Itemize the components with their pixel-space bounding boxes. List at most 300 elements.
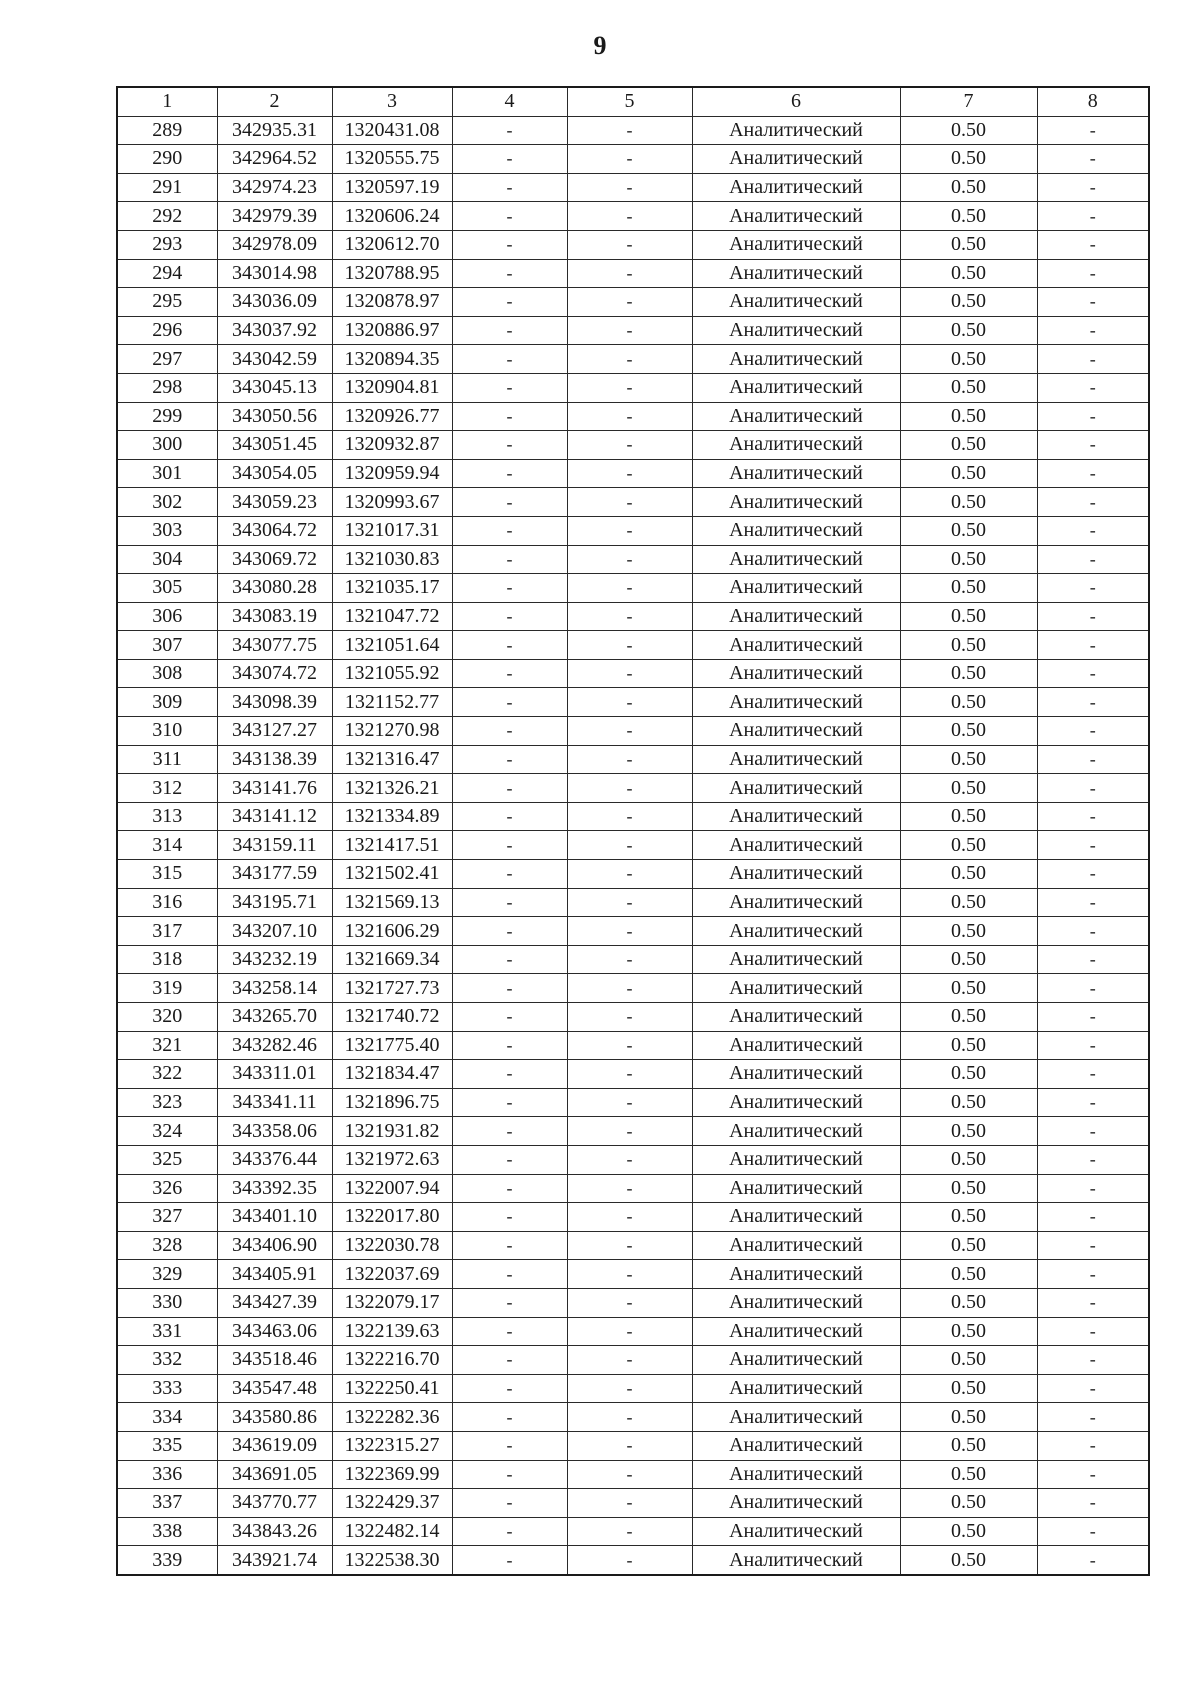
table-row <box>117 831 1149 860</box>
cell-coord-x: 343141.12 <box>217 802 332 831</box>
cell-col-8: - <box>1037 774 1149 803</box>
cell-coord-y: 1322079.17 <box>332 1288 452 1317</box>
cell-point-number: 301 <box>117 459 217 488</box>
cell-col-4: - <box>452 831 567 860</box>
cell-coord-y: 1321270.98 <box>332 717 452 746</box>
cell-col-5: - <box>567 288 692 317</box>
cell-col-5: - <box>567 402 692 431</box>
cell-coord-y: 1322282.36 <box>332 1403 452 1432</box>
table-row <box>117 659 1149 688</box>
table-row <box>117 688 1149 717</box>
cell-coord-y: 1320904.81 <box>332 373 452 402</box>
table-row <box>117 516 1149 545</box>
cell-col-5: - <box>567 1088 692 1117</box>
table-row <box>117 1403 1149 1432</box>
cell-accuracy: 0.50 <box>900 1088 1037 1117</box>
cell-method: Аналитический <box>692 1003 900 1032</box>
cell-accuracy: 0.50 <box>900 888 1037 917</box>
cell-method: Аналитический <box>692 802 900 831</box>
cell-coord-y: 1322429.37 <box>332 1489 452 1518</box>
table-row <box>117 774 1149 803</box>
table-row <box>117 1088 1149 1117</box>
cell-coord-y: 1320959.94 <box>332 459 452 488</box>
cell-coord-y: 1320926.77 <box>332 402 452 431</box>
cell-coord-x: 343547.48 <box>217 1374 332 1403</box>
cell-coord-x: 343427.39 <box>217 1288 332 1317</box>
cell-coord-x: 343463.06 <box>217 1317 332 1346</box>
table-row <box>117 974 1149 1003</box>
cell-accuracy: 0.50 <box>900 1117 1037 1146</box>
cell-accuracy: 0.50 <box>900 288 1037 317</box>
column-header-7: 7 <box>900 87 1037 116</box>
cell-point-number: 293 <box>117 230 217 259</box>
cell-coord-x: 342964.52 <box>217 145 332 174</box>
table-row <box>117 288 1149 317</box>
cell-accuracy: 0.50 <box>900 373 1037 402</box>
table-header-row <box>117 87 1149 116</box>
cell-accuracy: 0.50 <box>900 659 1037 688</box>
cell-coord-x: 343770.77 <box>217 1489 332 1518</box>
cell-method: Аналитический <box>692 888 900 917</box>
cell-method: Аналитический <box>692 145 900 174</box>
table-row <box>117 1060 1149 1089</box>
cell-col-4: - <box>452 1346 567 1375</box>
cell-col-8: - <box>1037 745 1149 774</box>
cell-accuracy: 0.50 <box>900 1060 1037 1089</box>
cell-accuracy: 0.50 <box>900 831 1037 860</box>
cell-method: Аналитический <box>692 1088 900 1117</box>
cell-col-4: - <box>452 688 567 717</box>
cell-col-4: - <box>452 802 567 831</box>
cell-col-4: - <box>452 888 567 917</box>
cell-accuracy: 0.50 <box>900 545 1037 574</box>
cell-coord-y: 1320606.24 <box>332 202 452 231</box>
cell-accuracy: 0.50 <box>900 516 1037 545</box>
cell-point-number: 333 <box>117 1374 217 1403</box>
cell-point-number: 316 <box>117 888 217 917</box>
cell-col-8: - <box>1037 488 1149 517</box>
cell-col-4: - <box>452 288 567 317</box>
cell-coord-x: 343405.91 <box>217 1260 332 1289</box>
cell-col-5: - <box>567 545 692 574</box>
cell-col-8: - <box>1037 917 1149 946</box>
table-row <box>117 545 1149 574</box>
cell-point-number: 307 <box>117 631 217 660</box>
cell-coord-x: 342935.31 <box>217 116 332 145</box>
cell-coord-y: 1321035.17 <box>332 574 452 603</box>
cell-col-5: - <box>567 1403 692 1432</box>
cell-coord-y: 1320993.67 <box>332 488 452 517</box>
table-row <box>117 1031 1149 1060</box>
cell-accuracy: 0.50 <box>900 802 1037 831</box>
cell-col-4: - <box>452 1145 567 1174</box>
cell-accuracy: 0.50 <box>900 431 1037 460</box>
table-row <box>117 259 1149 288</box>
cell-col-8: - <box>1037 202 1149 231</box>
cell-coord-y: 1321030.83 <box>332 545 452 574</box>
column-header-8: 8 <box>1037 87 1149 116</box>
cell-coord-y: 1320886.97 <box>332 316 452 345</box>
cell-coord-y: 1321055.92 <box>332 659 452 688</box>
cell-coord-x: 343077.75 <box>217 631 332 660</box>
cell-accuracy: 0.50 <box>900 1288 1037 1317</box>
cell-method: Аналитический <box>692 631 900 660</box>
cell-point-number: 305 <box>117 574 217 603</box>
cell-point-number: 322 <box>117 1060 217 1089</box>
cell-method: Аналитический <box>692 488 900 517</box>
cell-point-number: 295 <box>117 288 217 317</box>
cell-accuracy: 0.50 <box>900 774 1037 803</box>
table-row <box>117 1174 1149 1203</box>
cell-col-5: - <box>567 602 692 631</box>
cell-point-number: 290 <box>117 145 217 174</box>
cell-accuracy: 0.50 <box>900 459 1037 488</box>
table-row <box>117 202 1149 231</box>
cell-method: Аналитический <box>692 1546 900 1575</box>
cell-col-8: - <box>1037 602 1149 631</box>
cell-coord-y: 1321047.72 <box>332 602 452 631</box>
cell-point-number: 289 <box>117 116 217 145</box>
cell-coord-y: 1322482.14 <box>332 1517 452 1546</box>
cell-coord-x: 343064.72 <box>217 516 332 545</box>
cell-accuracy: 0.50 <box>900 631 1037 660</box>
cell-col-8: - <box>1037 545 1149 574</box>
cell-col-4: - <box>452 1203 567 1232</box>
cell-coord-x: 343406.90 <box>217 1231 332 1260</box>
cell-col-8: - <box>1037 688 1149 717</box>
cell-point-number: 317 <box>117 917 217 946</box>
cell-col-4: - <box>452 774 567 803</box>
cell-point-number: 299 <box>117 402 217 431</box>
cell-method: Аналитический <box>692 373 900 402</box>
table-row <box>117 230 1149 259</box>
page-number: 9 <box>593 31 607 60</box>
cell-col-8: - <box>1037 373 1149 402</box>
cell-method: Аналитический <box>692 1231 900 1260</box>
cell-col-4: - <box>452 1317 567 1346</box>
cell-col-8: - <box>1037 230 1149 259</box>
cell-col-5: - <box>567 230 692 259</box>
cell-col-5: - <box>567 1031 692 1060</box>
cell-point-number: 339 <box>117 1546 217 1575</box>
table-body <box>117 116 1149 1575</box>
cell-method: Аналитический <box>692 1460 900 1489</box>
cell-point-number: 310 <box>117 717 217 746</box>
table-row <box>117 860 1149 889</box>
cell-coord-x: 343138.39 <box>217 745 332 774</box>
cell-accuracy: 0.50 <box>900 259 1037 288</box>
cell-col-8: - <box>1037 974 1149 1003</box>
cell-col-8: - <box>1037 1088 1149 1117</box>
cell-col-5: - <box>567 802 692 831</box>
cell-coord-x: 342974.23 <box>217 173 332 202</box>
cell-point-number: 329 <box>117 1260 217 1289</box>
cell-method: Аналитический <box>692 1060 900 1089</box>
cell-col-4: - <box>452 602 567 631</box>
cell-col-5: - <box>567 345 692 374</box>
cell-point-number: 335 <box>117 1431 217 1460</box>
column-header-4: 4 <box>452 87 567 116</box>
table-row <box>117 1003 1149 1032</box>
cell-col-8: - <box>1037 116 1149 145</box>
table-row <box>117 1260 1149 1289</box>
cell-point-number: 331 <box>117 1317 217 1346</box>
cell-point-number: 314 <box>117 831 217 860</box>
cell-col-8: - <box>1037 1374 1149 1403</box>
cell-col-4: - <box>452 745 567 774</box>
cell-coord-y: 1321931.82 <box>332 1117 452 1146</box>
cell-coord-y: 1322037.69 <box>332 1260 452 1289</box>
cell-accuracy: 0.50 <box>900 145 1037 174</box>
table-row <box>117 1145 1149 1174</box>
cell-coord-x: 343083.19 <box>217 602 332 631</box>
cell-coord-y: 1321502.41 <box>332 860 452 889</box>
cell-method: Аналитический <box>692 1203 900 1232</box>
cell-accuracy: 0.50 <box>900 1317 1037 1346</box>
cell-col-8: - <box>1037 717 1149 746</box>
cell-coord-y: 1321569.13 <box>332 888 452 917</box>
cell-col-5: - <box>567 917 692 946</box>
cell-method: Аналитический <box>692 545 900 574</box>
cell-col-5: - <box>567 1460 692 1489</box>
table-row <box>117 1231 1149 1260</box>
cell-point-number: 325 <box>117 1145 217 1174</box>
cell-col-4: - <box>452 1088 567 1117</box>
cell-coord-x: 343177.59 <box>217 860 332 889</box>
cell-method: Аналитический <box>692 659 900 688</box>
cell-method: Аналитический <box>692 917 900 946</box>
cell-col-5: - <box>567 116 692 145</box>
cell-method: Аналитический <box>692 602 900 631</box>
column-header-5: 5 <box>567 87 692 116</box>
cell-accuracy: 0.50 <box>900 1260 1037 1289</box>
cell-col-5: - <box>567 173 692 202</box>
cell-coord-x: 343518.46 <box>217 1346 332 1375</box>
cell-coord-x: 343098.39 <box>217 688 332 717</box>
cell-col-5: - <box>567 888 692 917</box>
cell-col-4: - <box>452 717 567 746</box>
cell-col-8: - <box>1037 831 1149 860</box>
coordinates-table <box>116 86 1150 1576</box>
cell-col-5: - <box>567 1203 692 1232</box>
cell-coord-x: 343069.72 <box>217 545 332 574</box>
cell-coord-x: 343059.23 <box>217 488 332 517</box>
cell-method: Аналитический <box>692 1489 900 1518</box>
cell-method: Аналитический <box>692 1403 900 1432</box>
cell-accuracy: 0.50 <box>900 1031 1037 1060</box>
cell-coord-y: 1322017.80 <box>332 1203 452 1232</box>
cell-col-5: - <box>567 1260 692 1289</box>
cell-point-number: 292 <box>117 202 217 231</box>
cell-col-8: - <box>1037 1489 1149 1518</box>
cell-coord-y: 1320431.08 <box>332 116 452 145</box>
cell-col-5: - <box>567 688 692 717</box>
cell-point-number: 319 <box>117 974 217 1003</box>
cell-method: Аналитический <box>692 688 900 717</box>
cell-coord-x: 343037.92 <box>217 316 332 345</box>
cell-coord-y: 1322030.78 <box>332 1231 452 1260</box>
cell-col-5: - <box>567 202 692 231</box>
cell-col-5: - <box>567 316 692 345</box>
cell-point-number: 291 <box>117 173 217 202</box>
cell-col-5: - <box>567 745 692 774</box>
table-row <box>117 1317 1149 1346</box>
cell-point-number: 294 <box>117 259 217 288</box>
cell-col-4: - <box>452 545 567 574</box>
cell-coord-x: 343159.11 <box>217 831 332 860</box>
cell-coord-x: 343232.19 <box>217 945 332 974</box>
cell-method: Аналитический <box>692 402 900 431</box>
cell-point-number: 312 <box>117 774 217 803</box>
cell-coord-y: 1321727.73 <box>332 974 452 1003</box>
cell-col-5: - <box>567 1317 692 1346</box>
cell-col-5: - <box>567 1003 692 1032</box>
cell-col-8: - <box>1037 516 1149 545</box>
cell-accuracy: 0.50 <box>900 1174 1037 1203</box>
cell-col-4: - <box>452 917 567 946</box>
table-row <box>117 316 1149 345</box>
cell-coord-y: 1321834.47 <box>332 1060 452 1089</box>
cell-col-8: - <box>1037 1460 1149 1489</box>
cell-coord-x: 343141.76 <box>217 774 332 803</box>
cell-method: Аналитический <box>692 288 900 317</box>
cell-coord-y: 1322315.27 <box>332 1431 452 1460</box>
cell-coord-x: 343358.06 <box>217 1117 332 1146</box>
cell-col-4: - <box>452 631 567 660</box>
cell-col-5: - <box>567 1517 692 1546</box>
cell-accuracy: 0.50 <box>900 1374 1037 1403</box>
cell-accuracy: 0.50 <box>900 316 1037 345</box>
cell-col-8: - <box>1037 259 1149 288</box>
cell-method: Аналитический <box>692 1031 900 1060</box>
cell-coord-x: 343691.05 <box>217 1460 332 1489</box>
cell-method: Аналитический <box>692 745 900 774</box>
table-row <box>117 488 1149 517</box>
cell-col-8: - <box>1037 1031 1149 1060</box>
cell-col-4: - <box>452 431 567 460</box>
cell-col-4: - <box>452 145 567 174</box>
cell-coord-y: 1321669.34 <box>332 945 452 974</box>
cell-col-5: - <box>567 659 692 688</box>
cell-coord-x: 343207.10 <box>217 917 332 946</box>
cell-coord-y: 1320555.75 <box>332 145 452 174</box>
cell-col-5: - <box>567 974 692 1003</box>
cell-point-number: 318 <box>117 945 217 974</box>
table-row <box>117 745 1149 774</box>
cell-col-5: - <box>567 831 692 860</box>
cell-method: Аналитический <box>692 574 900 603</box>
cell-col-8: - <box>1037 1060 1149 1089</box>
cell-accuracy: 0.50 <box>900 116 1037 145</box>
cell-col-4: - <box>452 1431 567 1460</box>
table-row <box>117 717 1149 746</box>
cell-col-4: - <box>452 516 567 545</box>
cell-col-4: - <box>452 459 567 488</box>
table-row <box>117 1288 1149 1317</box>
cell-col-4: - <box>452 1288 567 1317</box>
table-row <box>117 1117 1149 1146</box>
cell-col-4: - <box>452 1517 567 1546</box>
cell-coord-x: 343258.14 <box>217 974 332 1003</box>
cell-col-8: - <box>1037 860 1149 889</box>
cell-point-number: 311 <box>117 745 217 774</box>
cell-point-number: 327 <box>117 1203 217 1232</box>
cell-col-5: - <box>567 431 692 460</box>
cell-point-number: 324 <box>117 1117 217 1146</box>
cell-method: Аналитический <box>692 516 900 545</box>
cell-coord-y: 1321316.47 <box>332 745 452 774</box>
cell-col-5: - <box>567 1117 692 1146</box>
cell-coord-y: 1321017.31 <box>332 516 452 545</box>
cell-point-number: 320 <box>117 1003 217 1032</box>
cell-col-4: - <box>452 1060 567 1089</box>
column-header-6: 6 <box>692 87 900 116</box>
cell-method: Аналитический <box>692 717 900 746</box>
cell-accuracy: 0.50 <box>900 1346 1037 1375</box>
cell-accuracy: 0.50 <box>900 1003 1037 1032</box>
cell-accuracy: 0.50 <box>900 402 1037 431</box>
cell-coord-y: 1321775.40 <box>332 1031 452 1060</box>
cell-col-5: - <box>567 1288 692 1317</box>
cell-col-5: - <box>567 1231 692 1260</box>
cell-coord-y: 1322250.41 <box>332 1374 452 1403</box>
cell-method: Аналитический <box>692 1260 900 1289</box>
cell-col-4: - <box>452 574 567 603</box>
table-row <box>117 945 1149 974</box>
cell-col-4: - <box>452 1374 567 1403</box>
cell-col-8: - <box>1037 145 1149 174</box>
cell-col-8: - <box>1037 288 1149 317</box>
cell-point-number: 302 <box>117 488 217 517</box>
table-row <box>117 1460 1149 1489</box>
cell-col-5: - <box>567 145 692 174</box>
cell-accuracy: 0.50 <box>900 1431 1037 1460</box>
cell-col-4: - <box>452 1489 567 1518</box>
cell-col-8: - <box>1037 459 1149 488</box>
cell-col-5: - <box>567 1546 692 1575</box>
cell-col-8: - <box>1037 1288 1149 1317</box>
table-row <box>117 373 1149 402</box>
cell-method: Аналитический <box>692 1145 900 1174</box>
cell-col-8: - <box>1037 1317 1149 1346</box>
cell-col-8: - <box>1037 631 1149 660</box>
cell-point-number: 330 <box>117 1288 217 1317</box>
cell-coord-x: 343401.10 <box>217 1203 332 1232</box>
cell-col-8: - <box>1037 431 1149 460</box>
cell-coord-x: 343054.05 <box>217 459 332 488</box>
cell-col-4: - <box>452 860 567 889</box>
cell-accuracy: 0.50 <box>900 1460 1037 1489</box>
cell-point-number: 308 <box>117 659 217 688</box>
cell-col-5: - <box>567 259 692 288</box>
cell-col-5: - <box>567 574 692 603</box>
cell-coord-x: 342979.39 <box>217 202 332 231</box>
cell-col-4: - <box>452 1260 567 1289</box>
cell-col-8: - <box>1037 1346 1149 1375</box>
cell-col-4: - <box>452 1031 567 1060</box>
cell-method: Аналитический <box>692 431 900 460</box>
cell-accuracy: 0.50 <box>900 1231 1037 1260</box>
cell-coord-x: 343050.56 <box>217 402 332 431</box>
cell-col-5: - <box>567 373 692 402</box>
cell-col-4: - <box>452 945 567 974</box>
column-header-3: 3 <box>332 87 452 116</box>
cell-point-number: 332 <box>117 1346 217 1375</box>
cell-coord-y: 1320597.19 <box>332 173 452 202</box>
cell-col-8: - <box>1037 402 1149 431</box>
cell-accuracy: 0.50 <box>900 1517 1037 1546</box>
cell-coord-x: 343580.86 <box>217 1403 332 1432</box>
